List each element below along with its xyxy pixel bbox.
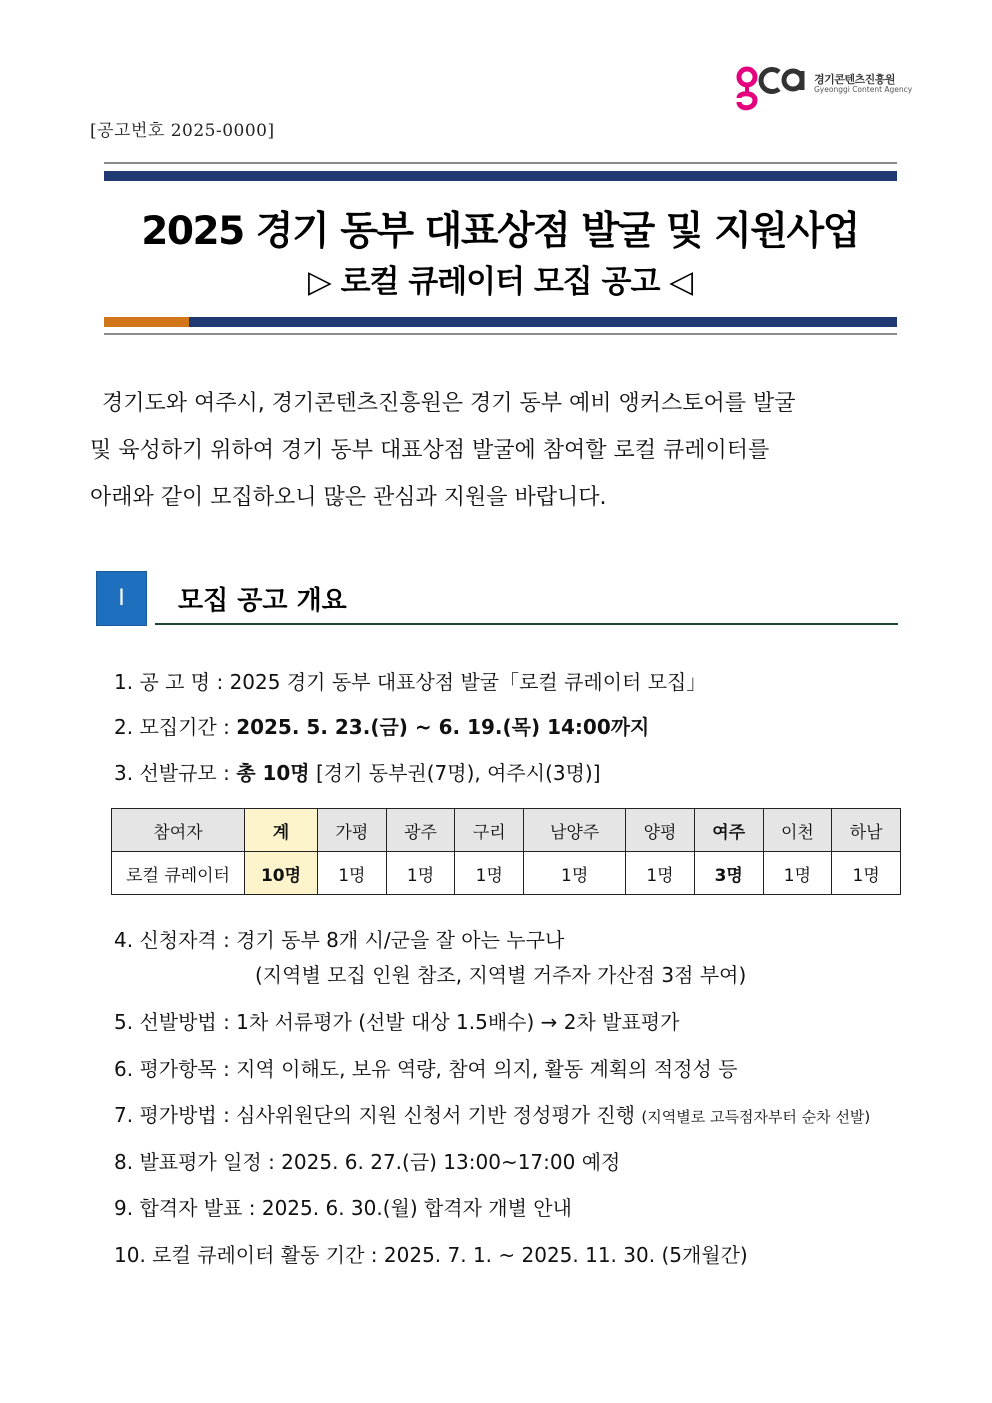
item-period-value: 2025. 5. 23.(금) ~ 6. 19.(목) 14:00까지 <box>236 715 650 739</box>
document-title: 2025 경기 동부 대표상점 발굴 및 지원사업 <box>141 209 859 254</box>
quota-header-cell: 참여자 <box>112 809 245 852</box>
item-announcement: 9. 합격자 발표 : 2025. 6. 30.(월) 합격자 개별 안내 <box>114 1196 572 1220</box>
quota-header-total: 계 <box>245 809 318 852</box>
organization-logo <box>735 62 913 118</box>
quota-header-cell: 광주 <box>386 809 455 852</box>
quota-header-cell: 구리 <box>455 809 524 852</box>
item-eligibility: 4. 신청자격 : 경기 동부 8개 시/군을 잘 아는 누구나 <box>114 928 565 952</box>
item-presentation-schedule: 8. 발표평가 일정 : 2025. 6. 27.(금) 13:00~17:00 예정 <box>114 1150 621 1174</box>
item-activity-period: 10. 로컬 큐레이터 활동 기간 : 2025. 7. 1. ~ 2025. 11. 30. (5개월간) <box>114 1243 748 1267</box>
quota-header-cell: 가평 <box>318 809 387 852</box>
item-evaluation-method-note: (지역별로 고득점자부터 순차 선발) <box>641 1108 871 1126</box>
item-evaluation-method-main: 7. 평가방법 : 심사위원단의 지원 신청서 기반 정성평가 진행 <box>114 1103 642 1127</box>
item-scale <box>114 757 601 786</box>
logo-english-name: Gyeonggi Content Agency <box>814 85 913 94</box>
quota-header-cell: 하남 <box>832 809 901 852</box>
quota-cell: 1명 <box>626 852 695 895</box>
quota-total-cell: 10명 <box>245 852 318 895</box>
quota-cell: 로컬 큐레이터 <box>112 852 245 895</box>
quota-cell: 1명 <box>763 852 832 895</box>
section-title: 모집 공고 개요 <box>178 586 347 616</box>
quota-data-row <box>112 852 901 895</box>
item-notice-name: 1. 공 고 명 : 2025 경기 동부 대표상점 발굴「로컬 큐레이터 모집」 <box>114 670 707 694</box>
item-evaluation-criteria: 6. 평가항목 : 지역 이해도, 보유 역량, 참여 의지, 활동 계획의 적정성 등 <box>114 1057 738 1081</box>
intro-line: 경기도와 여주시, 경기콘텐츠진흥원은 경기 동부 예비 앵커스토어를 발굴 <box>102 391 796 416</box>
item-scale-label: 3. 선발규모 : <box>114 761 237 785</box>
document-subtitle: ▷ 로컬 큐레이터 모집 공고 ◁ <box>307 264 693 300</box>
quota-header-cell: 양평 <box>626 809 695 852</box>
quota-cell: 1명 <box>386 852 455 895</box>
quota-header-row <box>112 809 901 852</box>
quota-header-cell: 여주 <box>694 809 763 852</box>
quota-cell: 1명 <box>524 852 626 895</box>
quota-table <box>111 808 901 895</box>
intro-line: 및 육성하기 위하여 경기 동부 대표상점 발굴에 참여할 로컬 큐레이터를 <box>90 438 770 463</box>
item-scale-total: 총 10명 <box>236 761 310 785</box>
intro-paragraph <box>90 380 905 521</box>
item-eligibility-note: (지역별 모집 인원 참조, 지역별 거주자 가산점 3점 부여) <box>255 963 747 987</box>
gca-logo-icon <box>735 62 811 118</box>
bottom-rule-navy <box>189 317 897 327</box>
item-period-label: 2. 모집기간 : <box>114 715 237 739</box>
quota-cell: 3명 <box>694 852 763 895</box>
item-period <box>114 711 649 740</box>
quota-cell: 1명 <box>832 852 901 895</box>
section-number-badge: Ⅰ <box>96 571 147 626</box>
item-scale-detail: [경기 동부권(7명), 여주시(3명)] <box>309 761 601 785</box>
quota-cell: 1명 <box>455 852 524 895</box>
top-thin-rule <box>104 162 897 164</box>
bottom-thin-rule <box>104 333 897 335</box>
quota-cell: 1명 <box>318 852 387 895</box>
notice-number: [공고번호 2025-0000] <box>90 121 275 141</box>
item-selection-method: 5. 선발방법 : 1차 서류평가 (선발 대상 1.5배수) → 2차 발표평가 <box>114 1010 680 1034</box>
quota-header-cell: 남양주 <box>524 809 626 852</box>
quota-header-cell: 이천 <box>763 809 832 852</box>
logo-korean-name: 경기콘텐츠진흥원 <box>814 73 896 86</box>
top-thick-rule <box>104 171 897 181</box>
section-underline <box>155 623 898 625</box>
intro-line: 아래와 같이 모집하오니 많은 관심과 지원을 바랍니다. <box>90 485 607 510</box>
bottom-rule-accent <box>104 317 189 327</box>
item-evaluation-method <box>114 1099 870 1128</box>
